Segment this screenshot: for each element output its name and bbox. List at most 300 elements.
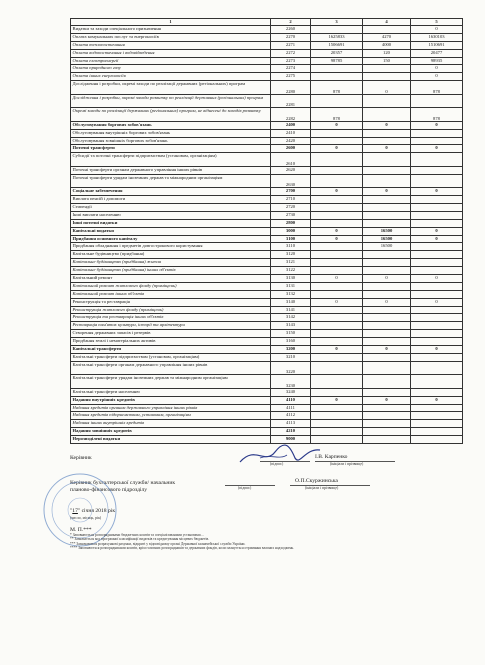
row-code-cell: 2720	[271, 203, 311, 211]
table-header-row	[71, 19, 463, 26]
row-label-cell: Оплата інших енергоносіїв	[71, 73, 271, 81]
row-code-cell: 2800	[271, 219, 311, 227]
row-plan-cell	[311, 243, 363, 251]
row-total-cell	[411, 290, 463, 298]
row-code-cell: 3141	[271, 306, 311, 314]
row-code-cell: 2274	[271, 65, 311, 73]
row-label-cell: Реконструкція та реставрація інших об'єктів	[71, 314, 271, 322]
row-change-cell	[363, 94, 411, 108]
row-plan-cell: 878	[311, 81, 363, 95]
table-row	[71, 196, 463, 204]
table-row	[71, 211, 463, 219]
row-total-cell: 878	[411, 108, 463, 122]
row-label-cell: Окремі заходи по реалізації державних (регіональних) програм, не віднесені до заходів розвитку	[71, 108, 271, 122]
row-total-cell: 0	[411, 298, 463, 306]
row-label-cell: Капітальне будівництво (придбання) житла	[71, 259, 271, 267]
row-plan-cell	[311, 251, 363, 259]
row-total-cell: 0	[411, 235, 463, 243]
row-label-cell: Надання інших внутрішніх кредитів	[71, 420, 271, 428]
table-row	[71, 306, 463, 314]
row-total-cell	[411, 428, 463, 436]
row-total-cell: 0	[411, 396, 463, 404]
footnote-line: *** Зазначаються розрахункові рахунки, відкриті у відповідному органі Державної казначейської служби України.	[70, 541, 246, 546]
row-code-cell: 2700	[271, 188, 311, 196]
row-total-cell	[411, 436, 463, 444]
row-label-cell: Нерозподілені видатки	[71, 436, 271, 444]
row-total-cell	[411, 166, 463, 174]
row-label-cell: Обслуговування внутрішніх боргових зобов'язань	[71, 129, 271, 137]
head-sign-caption: (підпис)	[270, 462, 284, 466]
header-cell: 2	[271, 19, 311, 26]
row-label-cell: Капітальні трансферти населенню	[71, 388, 271, 396]
row-label-cell: Оплата електроенергії	[71, 57, 271, 65]
row-change-cell	[363, 338, 411, 346]
row-change-cell	[363, 153, 411, 167]
row-code-cell: 2410	[271, 129, 311, 137]
table-row	[71, 94, 463, 108]
row-code-cell: 3200	[271, 346, 311, 354]
row-change-cell	[363, 428, 411, 436]
row-plan-cell	[311, 73, 363, 81]
row-total-cell	[411, 219, 463, 227]
row-code-cell: 2400	[271, 121, 311, 129]
table-row	[71, 73, 463, 81]
footnote-line: **** Заповнюється розпорядниками коштів, крім головних розпорядників та державних фондів, коли планується отримання власних надходжень.	[70, 546, 295, 551]
row-label-cell: Надання кредитів органам державного управління інших рівнів	[71, 404, 271, 412]
row-plan-cell	[311, 166, 363, 174]
row-change-cell	[363, 137, 411, 145]
row-code-cell: 3210	[271, 353, 311, 361]
row-change-cell	[363, 211, 411, 219]
row-total-cell: 0	[411, 73, 463, 81]
row-label-cell: Оплата комунальних послуг та енергоносіїв	[71, 33, 271, 41]
row-plan-cell	[311, 219, 363, 227]
row-plan-cell	[311, 314, 363, 322]
row-total-cell: 878	[411, 81, 463, 95]
table-row	[71, 65, 463, 73]
row-code-cell: 2272	[271, 49, 311, 57]
row-label-cell: Придбання землі і нематеріальних активів	[71, 338, 271, 346]
row-plan-cell	[311, 129, 363, 137]
row-plan-cell: 0	[311, 298, 363, 306]
row-code-cell: 2620	[271, 166, 311, 174]
row-label-cell: Оплата природного газу	[71, 65, 271, 73]
row-code-cell: 4110	[271, 396, 311, 404]
table-row	[71, 41, 463, 49]
table-row	[71, 243, 463, 251]
row-plan-cell	[311, 338, 363, 346]
row-plan-cell	[311, 306, 363, 314]
row-label-cell: Придбання обладнання і предметів довгострокового користування	[71, 243, 271, 251]
row-change-cell	[363, 412, 411, 420]
row-plan-cell	[311, 196, 363, 204]
row-change-cell	[363, 375, 411, 389]
row-code-cell: 2282	[271, 108, 311, 122]
row-plan-cell: 1506691	[311, 41, 363, 49]
row-plan-cell	[311, 174, 363, 188]
table-row	[71, 375, 463, 389]
date-caption: (число, місяць, рік)	[70, 516, 102, 520]
row-total-cell	[411, 243, 463, 251]
row-change-cell	[363, 290, 411, 298]
row-total-cell	[411, 330, 463, 338]
row-total-cell: 98935	[411, 57, 463, 65]
table-row	[71, 57, 463, 65]
date-prefix: "	[70, 508, 73, 514]
row-total-cell	[411, 129, 463, 137]
row-plan-cell: 98785	[311, 57, 363, 65]
row-label-cell: Інші виплати населенню	[71, 211, 271, 219]
row-label-cell: Соціальне забезпечення	[71, 188, 271, 196]
row-change-cell	[363, 26, 411, 34]
stamp-place-label: М. П.***	[70, 527, 92, 533]
table-row	[71, 353, 463, 361]
row-change-cell	[363, 203, 411, 211]
row-change-cell	[363, 322, 411, 330]
row-code-cell: 3142	[271, 314, 311, 322]
row-total-cell	[411, 420, 463, 428]
table-row	[71, 290, 463, 298]
row-change-cell	[363, 174, 411, 188]
row-plan-cell	[311, 94, 363, 108]
row-code-cell: 3140	[271, 298, 311, 306]
row-change-cell	[363, 388, 411, 396]
row-label-cell: Поточні трансферти	[71, 145, 271, 153]
row-total-cell: 20477	[411, 49, 463, 57]
date-day: 17	[72, 508, 78, 514]
row-plan-cell: 20357	[311, 49, 363, 57]
table-row	[71, 219, 463, 227]
table-row	[71, 227, 463, 235]
date-text: " січня 2018 рік	[77, 508, 116, 514]
row-plan-cell	[311, 203, 363, 211]
row-change-cell	[363, 314, 411, 322]
row-code-cell: 2280	[271, 81, 311, 95]
table-row	[71, 121, 463, 129]
row-total-cell	[411, 259, 463, 267]
row-code-cell: 2610	[271, 153, 311, 167]
row-label-cell: Реконструкція та реставрація	[71, 298, 271, 306]
row-plan-cell: 0	[311, 274, 363, 282]
row-change-cell: 4000	[363, 41, 411, 49]
row-label-cell: Реконструкція житлового фонду (приміщень)	[71, 306, 271, 314]
row-label-cell: Надання кредитів підприємствам, установам, організаціям	[71, 412, 271, 420]
row-plan-cell	[311, 211, 363, 219]
row-total-cell	[411, 267, 463, 275]
row-change-cell: 120	[363, 49, 411, 57]
table-row	[71, 298, 463, 306]
acct-label-1: Керівник бухгалтерської служби/ начальник	[70, 480, 176, 486]
row-change-cell: 150	[363, 57, 411, 65]
row-code-cell: 3120	[271, 251, 311, 259]
row-label-cell: Капітальний ремонт інших об'єктів	[71, 290, 271, 298]
table-row	[71, 33, 463, 41]
row-label-cell: Інші поточні видатки	[71, 219, 271, 227]
row-change-cell: 0	[363, 396, 411, 404]
acct-sign-caption: (підпис)	[238, 486, 252, 490]
table-row	[71, 404, 463, 412]
row-code-cell: 3220	[271, 361, 311, 375]
table-row	[71, 26, 463, 34]
head-signature	[235, 440, 325, 470]
footnote-line: ** Зазначається код програмної класифікації видатків та кредитування місцевих бюджетів.	[70, 537, 210, 542]
row-change-cell	[363, 196, 411, 204]
row-change-cell	[363, 65, 411, 73]
header-cell: 4	[363, 19, 411, 26]
header-cell: 1	[71, 19, 271, 26]
table-row	[71, 137, 463, 145]
row-change-cell: 0	[363, 188, 411, 196]
row-change-cell: 16500	[363, 235, 411, 243]
row-change-cell	[363, 404, 411, 412]
footnote-line: * Заповнюється розпорядниками бюджетних коштів та спеціалізованими установами…	[70, 533, 205, 537]
row-plan-cell	[311, 322, 363, 330]
row-code-cell: 3132	[271, 290, 311, 298]
row-change-cell	[363, 251, 411, 259]
table-row	[71, 267, 463, 275]
row-plan-cell	[311, 65, 363, 73]
acct-label-2: планово-фінансового підрозділу	[70, 487, 148, 493]
row-change-cell	[363, 282, 411, 290]
row-total-cell	[411, 94, 463, 108]
row-code-cell: 2275	[271, 73, 311, 81]
row-total-cell	[411, 375, 463, 389]
row-change-cell: 0	[363, 346, 411, 354]
row-plan-cell: 0	[311, 396, 363, 404]
row-change-cell	[363, 306, 411, 314]
table-row	[71, 388, 463, 396]
row-change-cell: 0	[363, 145, 411, 153]
head-name: І.В. Карпенко	[315, 454, 348, 460]
table-row	[71, 420, 463, 428]
row-plan-cell	[311, 290, 363, 298]
row-total-cell	[411, 404, 463, 412]
row-label-cell: Поточні трансферти урядам іноземних держав та міжнародним організаціям	[71, 174, 271, 188]
table-row	[71, 259, 463, 267]
table-row	[71, 282, 463, 290]
row-plan-cell	[311, 361, 363, 375]
row-code-cell: 2420	[271, 137, 311, 145]
row-total-cell: 0	[411, 65, 463, 73]
row-code-cell: 4210	[271, 428, 311, 436]
row-plan-cell	[311, 153, 363, 167]
row-change-cell	[363, 267, 411, 275]
header-cell: 5	[411, 19, 463, 26]
row-change-cell	[363, 73, 411, 81]
row-change-cell: 0	[363, 298, 411, 306]
row-plan-cell: 0	[311, 346, 363, 354]
table-row	[71, 428, 463, 436]
header-cell: 3	[311, 19, 363, 26]
row-total-cell: 0	[411, 274, 463, 282]
row-code-cell: 3131	[271, 282, 311, 290]
row-label-cell: Капітальні трансферти підприємствам (установам, організаціям)	[71, 353, 271, 361]
row-total-cell	[411, 322, 463, 330]
row-plan-cell: 0	[311, 227, 363, 235]
row-plan-cell	[311, 282, 363, 290]
row-plan-cell	[311, 412, 363, 420]
row-label-cell: Оплата теплопостачання	[71, 41, 271, 49]
row-code-cell: 3230	[271, 375, 311, 389]
row-change-cell: 16500	[363, 243, 411, 251]
table-row	[71, 49, 463, 57]
row-change-cell	[363, 108, 411, 122]
row-label-cell: Капітальний ремонт	[71, 274, 271, 282]
row-change-cell	[363, 166, 411, 174]
row-code-cell: 4113	[271, 420, 311, 428]
row-label-cell: Надання внутрішніх кредитів	[71, 396, 271, 404]
row-plan-cell: 0	[311, 235, 363, 243]
table-row	[71, 412, 463, 420]
row-plan-cell	[311, 404, 363, 412]
row-code-cell: 3121	[271, 259, 311, 267]
row-code-cell: 3150	[271, 330, 311, 338]
row-total-cell	[411, 153, 463, 167]
row-total-cell: 1630103	[411, 33, 463, 41]
row-code-cell: 2260	[271, 26, 311, 34]
row-label-cell: Субсидії та поточні трансферти підприємствам (установам, організаціям)	[71, 153, 271, 167]
row-code-cell: 2270	[271, 33, 311, 41]
row-change-cell	[363, 259, 411, 267]
row-change-cell	[363, 219, 411, 227]
row-plan-cell: 1625833	[311, 33, 363, 41]
table-row	[71, 203, 463, 211]
row-plan-cell	[311, 420, 363, 428]
row-label-cell: Капітальні трансферти урядам іноземних держав та міжнародним організаціям	[71, 375, 271, 389]
row-code-cell: 3160	[271, 338, 311, 346]
table-row	[71, 108, 463, 122]
row-code-cell: 4112	[271, 412, 311, 420]
table-row	[71, 251, 463, 259]
row-plan-cell: 0	[311, 121, 363, 129]
table-row	[71, 330, 463, 338]
table-row	[71, 166, 463, 174]
row-change-cell	[363, 129, 411, 137]
row-code-cell: 2710	[271, 196, 311, 204]
table-row	[71, 174, 463, 188]
row-label-cell: Реставрація пам'яток культури, історії та архітектури	[71, 322, 271, 330]
row-code-cell: 2281	[271, 94, 311, 108]
row-total-cell	[411, 196, 463, 204]
row-total-cell	[411, 203, 463, 211]
row-label-cell: Капітальні трансферти	[71, 346, 271, 354]
row-total-cell: 0	[411, 346, 463, 354]
row-change-cell: 4270	[363, 33, 411, 41]
row-plan-cell	[311, 353, 363, 361]
row-change-cell: 0	[363, 274, 411, 282]
row-label-cell: Капітальне будівництво (придбання)	[71, 251, 271, 259]
table-row	[71, 274, 463, 282]
row-label-cell: Капітальний ремонт житлового фонду (приміщень)	[71, 282, 271, 290]
row-code-cell: 3122	[271, 267, 311, 275]
table-row	[71, 145, 463, 153]
table-row	[71, 338, 463, 346]
table-row	[71, 153, 463, 167]
table-row	[71, 188, 463, 196]
row-label-cell: Стипендії	[71, 203, 271, 211]
row-plan-cell	[311, 137, 363, 145]
acct-name-caption: (ініціали і прізвище)	[305, 486, 339, 490]
row-total-cell: 0	[411, 121, 463, 129]
table-row	[71, 396, 463, 404]
row-label-cell: Обслуговування боргових зобов'язань	[71, 121, 271, 129]
row-plan-cell	[311, 330, 363, 338]
row-change-cell	[363, 361, 411, 375]
row-label-cell: Надання зовнішніх кредитів	[71, 428, 271, 436]
row-label-cell: Виплата пенсій і допомоги	[71, 196, 271, 204]
table-row	[71, 314, 463, 322]
row-total-cell: 1510691	[411, 41, 463, 49]
row-total-cell	[411, 361, 463, 375]
row-code-cell: 2730	[271, 211, 311, 219]
row-change-cell	[363, 436, 411, 444]
row-code-cell: 2273	[271, 57, 311, 65]
table-row	[71, 235, 463, 243]
row-label-cell: Поточні трансферти органам державного управління інших рівнів	[71, 166, 271, 174]
row-change-cell: 0	[363, 81, 411, 95]
footnotes	[70, 533, 465, 551]
expenditure-table	[70, 18, 463, 444]
row-change-cell	[363, 330, 411, 338]
row-total-cell: 0	[411, 26, 463, 34]
row-total-cell: 0	[411, 145, 463, 153]
table-row	[71, 129, 463, 137]
row-total-cell	[411, 353, 463, 361]
row-total-cell	[411, 174, 463, 188]
row-total-cell	[411, 412, 463, 420]
row-total-cell	[411, 282, 463, 290]
row-total-cell	[411, 251, 463, 259]
row-code-cell: 3110	[271, 243, 311, 251]
row-plan-cell	[311, 375, 363, 389]
row-label-cell: Придбання основного капіталу	[71, 235, 271, 243]
row-plan-cell	[311, 388, 363, 396]
row-code-cell: 3000	[271, 227, 311, 235]
row-plan-cell: 0	[311, 145, 363, 153]
row-label-cell: Дослідження і розробки, окремі заходи по реалізації державних (регіональних) програм	[71, 81, 271, 95]
row-plan-cell	[311, 259, 363, 267]
row-label-cell: Видатки та заходи спеціального призначення	[71, 26, 271, 34]
row-code-cell: 2600	[271, 145, 311, 153]
row-total-cell	[411, 137, 463, 145]
row-label-cell: Дослідження і розробки, окремі заходи розвитку по реалізації державних (регіональних) програм	[71, 94, 271, 108]
row-label-cell: Капітальні видатки	[71, 227, 271, 235]
row-code-cell: 3100	[271, 235, 311, 243]
row-plan-cell	[311, 267, 363, 275]
row-total-cell: 0	[411, 227, 463, 235]
row-total-cell	[411, 338, 463, 346]
row-plan-cell	[311, 26, 363, 34]
table-row	[71, 346, 463, 354]
row-total-cell: 0	[411, 188, 463, 196]
table-row	[71, 81, 463, 95]
row-total-cell	[411, 306, 463, 314]
row-change-cell: 0	[363, 121, 411, 129]
row-label-cell: Обслуговування зовнішніх боргових зобов'язань	[71, 137, 271, 145]
row-total-cell	[411, 211, 463, 219]
row-total-cell	[411, 388, 463, 396]
row-plan-cell	[311, 428, 363, 436]
row-code-cell: 3240	[271, 388, 311, 396]
row-plan-cell: 878	[311, 108, 363, 122]
head-label: Керівник	[70, 455, 92, 461]
row-change-cell	[363, 353, 411, 361]
row-code-cell: 3130	[271, 274, 311, 282]
row-code-cell: 4111	[271, 404, 311, 412]
table-row	[71, 361, 463, 375]
table-row	[71, 322, 463, 330]
row-code-cell: 9000	[271, 436, 311, 444]
